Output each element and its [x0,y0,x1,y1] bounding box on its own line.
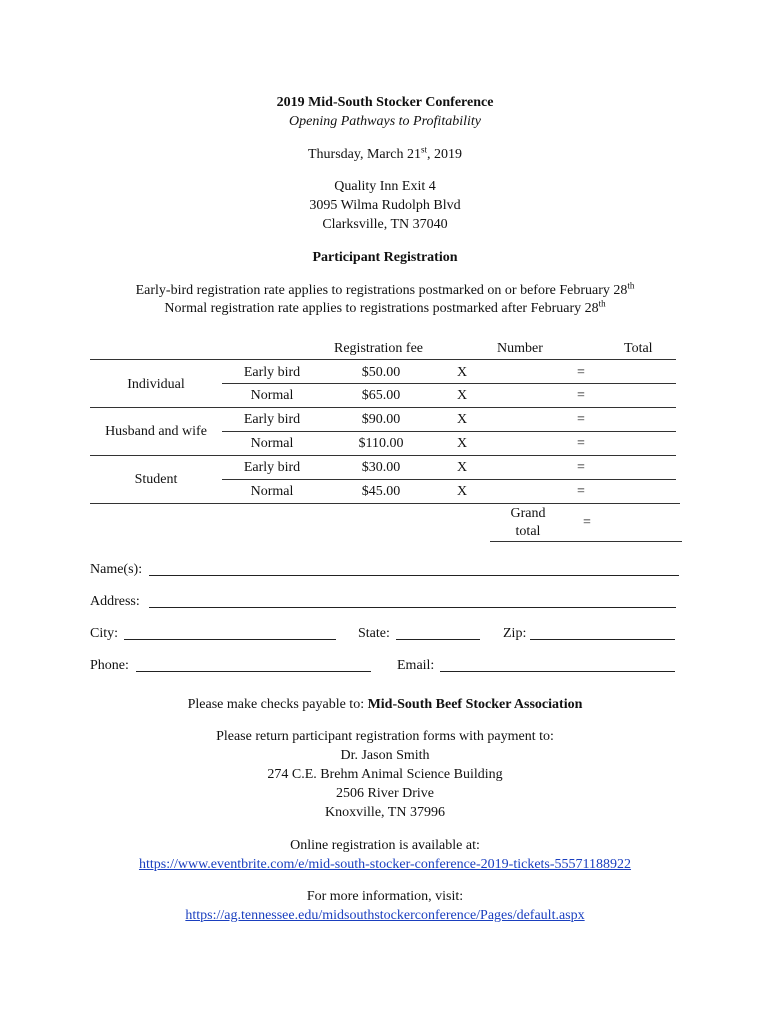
date-year: , 2019 [427,147,463,162]
names-label: Name(s): [90,562,143,577]
row-type: Early bird [243,365,301,380]
row-type: Normal [250,484,294,499]
row-fee: $65.00 [361,388,401,403]
conference-title: 2019 Mid-South Stocker Conference [276,95,494,110]
grand-total-equals: = [583,515,591,530]
email-field[interactable] [440,657,675,672]
address-label: Address: [90,594,140,609]
date-suffix-sup: st [421,144,428,155]
row-times: X [457,484,468,499]
state-field[interactable] [396,625,480,640]
more-info-link[interactable]: https://ag.tennessee.edu/midsouthstockerconference/Pages/default.aspx [185,908,585,923]
eventbrite-link[interactable]: https://www.eventbrite.com/e/mid-south-stocker-conference-2019-tickets-55571188922 [138,857,632,872]
row-times: X [457,365,468,380]
venue-city: Clarksville, TN 37040 [322,217,448,232]
more-info-label: For more information, visit: [306,889,464,904]
row-equals: = [577,412,585,427]
row-equals: = [577,484,585,499]
early-bird-text: Early-bird registration rate applies to registrations postmarked on or before February 28 [135,283,628,298]
checks-prefix: Please make checks payable to: [187,697,368,712]
row-type: Early bird [243,412,301,427]
email-label: Email: [397,658,435,673]
city-field[interactable] [124,625,336,640]
row-equals: = [577,365,585,380]
zip-label: Zip: [503,626,527,641]
group-rule [90,407,676,408]
return-building: 274 C.E. Brehm Animal Science Building [267,767,503,782]
row-rule [222,383,676,384]
registration-heading: Participant Registration [312,250,458,265]
address-field[interactable] [149,593,676,608]
row-type: Early bird [243,460,301,475]
row-fee: $90.00 [361,412,401,427]
row-rule [222,431,676,432]
row-equals: = [577,436,585,451]
row-times: X [457,412,468,427]
row-equals: = [577,460,585,475]
row-fee: $50.00 [361,365,401,380]
early-bird-sup: th [627,280,635,291]
return-street: 2506 River Drive [336,786,434,801]
venue-name: Quality Inn Exit 4 [334,179,436,194]
group-individual: Individual [127,377,185,392]
row-times: X [457,436,468,451]
grand-total-rule [490,541,682,542]
state-label: State: [358,626,390,641]
row-fee: $110.00 [358,436,404,451]
venue-street: 3095 Wilma Rudolph Blvd [309,198,461,213]
checks-payable-line [0,695,770,714]
header-rule [90,359,676,360]
early-bird-note [0,281,770,300]
row-times: X [457,460,468,475]
more-info-link-row [0,906,770,925]
row-fee: $45.00 [361,484,401,499]
names-field[interactable] [149,561,679,576]
col-header-total: Total [624,341,653,356]
normal-rate-text: Normal registration rate applies to registrations postmarked after February 28 [164,301,599,316]
online-registration-label: Online registration is available at: [290,838,480,853]
grand-total-label-2: total [515,524,541,539]
row-rule [222,479,676,480]
grand-total-label-1: Grand [510,506,546,521]
row-type: Normal [250,436,294,451]
col-header-number: Number [497,341,543,356]
row-fee: $30.00 [361,460,401,475]
group-husband-wife: Husband and wife [105,424,207,439]
phone-field[interactable] [136,657,371,672]
checks-payee: Mid-South Beef Stocker Association [367,697,583,712]
return-instructions: Please return participant registration forms with payment to: [216,729,554,744]
online-registration-link-row [0,855,770,874]
group-rule [90,455,676,456]
row-equals: = [577,388,585,403]
conference-subtitle: Opening Pathways to Profitability [289,114,481,129]
row-times: X [457,388,468,403]
return-name: Dr. Jason Smith [340,748,430,763]
phone-label: Phone: [90,658,129,673]
date-text: Thursday, March 21 [307,147,421,162]
table-bottom-rule [90,503,680,504]
col-header-fee: Registration fee [334,341,424,356]
group-student: Student [134,472,178,487]
return-city: Knoxville, TN 37996 [325,805,445,820]
conference-date [0,145,770,164]
city-label: City: [90,626,119,641]
normal-rate-sup: th [598,298,606,309]
row-type: Normal [250,388,294,403]
zip-field[interactable] [530,625,675,640]
normal-rate-note [0,299,770,318]
